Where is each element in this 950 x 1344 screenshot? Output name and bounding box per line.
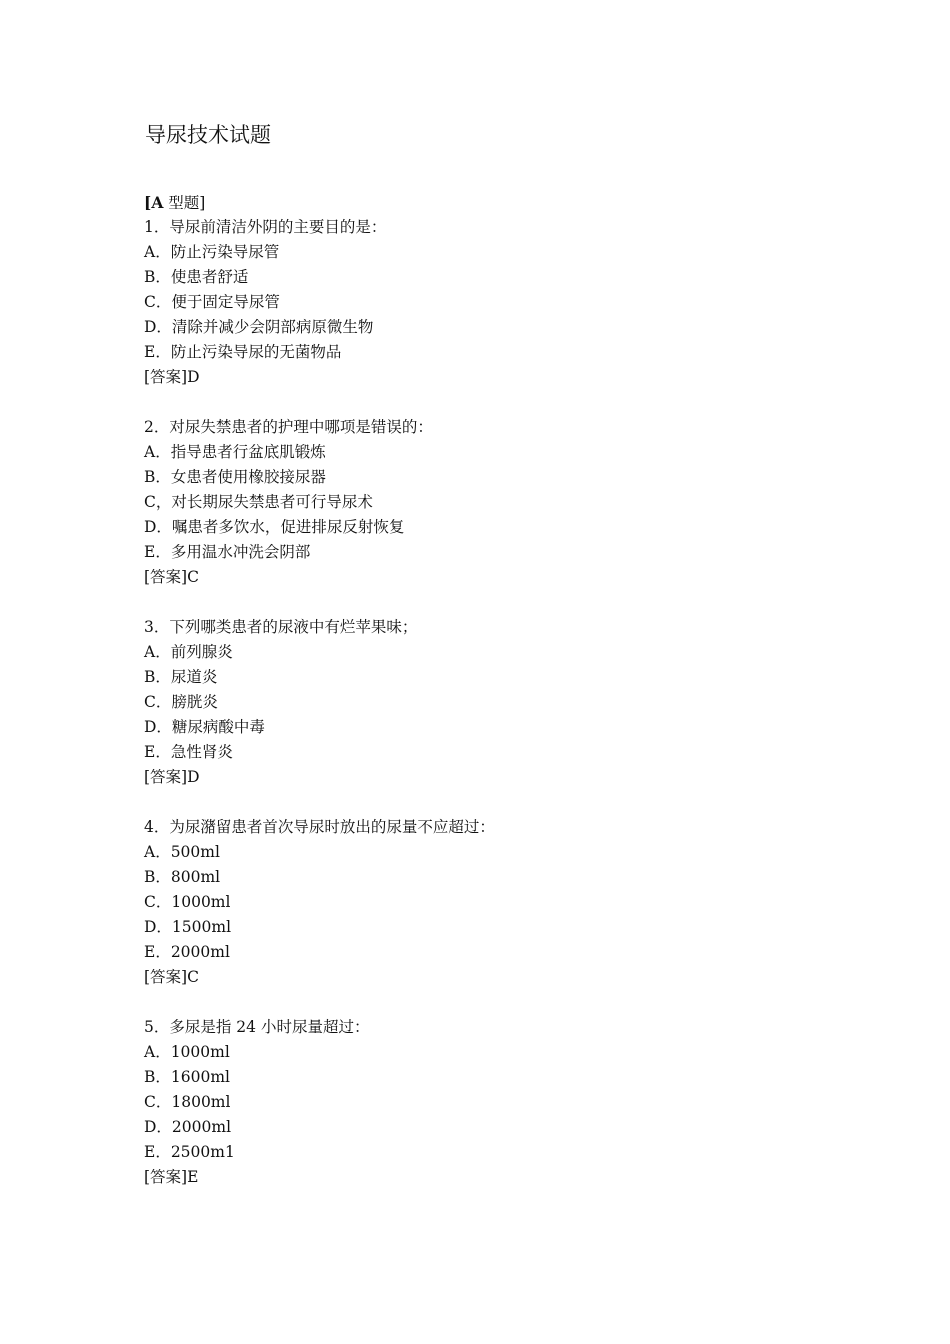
option-a: A．指导患者行盆底肌锻炼 bbox=[144, 443, 326, 461]
answer-line: [答案]C bbox=[144, 568, 199, 586]
option-d: D．2000ml bbox=[144, 1118, 232, 1136]
question-5 bbox=[144, 1015, 844, 1190]
option-b: B．使患者舒适 bbox=[144, 268, 249, 286]
question-list bbox=[144, 190, 844, 1190]
question-stem: 5．多尿是指 24 小时尿量超过： bbox=[144, 1018, 370, 1036]
section-label-suffix: 型题] bbox=[163, 194, 206, 212]
option-c: C．1800ml bbox=[144, 1093, 231, 1111]
question-stem: 4．为尿潴留患者首次导尿时放出的尿量不应超过： bbox=[144, 818, 495, 836]
question-stem: 3．下列哪类患者的尿液中有烂苹果味； bbox=[144, 618, 418, 636]
option-d: D．1500ml bbox=[144, 918, 232, 936]
option-c: C，对长期尿失禁患者可行导尿术 bbox=[144, 493, 373, 511]
question-4 bbox=[144, 815, 844, 990]
document-title: 导尿技术试题 bbox=[145, 123, 271, 147]
option-a: A．1000ml bbox=[144, 1043, 230, 1061]
option-e: E．急性肾炎 bbox=[144, 743, 233, 761]
question-stem: 2．对尿失禁患者的护理中哪项是错误的： bbox=[144, 418, 433, 436]
section-heading bbox=[144, 190, 844, 215]
question-stem: 1．导尿前清洁外阴的主要目的是： bbox=[144, 218, 387, 236]
option-d: D．糖尿病酸中毒 bbox=[144, 718, 265, 736]
option-b: B．1600ml bbox=[144, 1068, 230, 1086]
answer-line: [答案]C bbox=[144, 968, 199, 986]
option-e: E．多用温水冲洗会阴部 bbox=[144, 543, 311, 561]
answer-line: [答案]D bbox=[144, 368, 200, 386]
option-e: E．2500m1 bbox=[144, 1143, 235, 1161]
option-c: C．膀胱炎 bbox=[144, 693, 218, 711]
option-c: C．便于固定导尿管 bbox=[144, 293, 280, 311]
section-bracket-label: [A bbox=[144, 193, 164, 212]
option-e: E．防止污染导尿的无菌物品 bbox=[144, 343, 342, 361]
answer-line: [答案]E bbox=[144, 1168, 199, 1186]
option-d: D．清除并减少会阴部病原微生物 bbox=[144, 318, 374, 336]
option-b: B．800ml bbox=[144, 868, 221, 886]
question-2 bbox=[144, 415, 844, 590]
option-a: A．前列腺炎 bbox=[144, 643, 233, 661]
option-a: A．500ml bbox=[144, 843, 220, 861]
question-3 bbox=[144, 615, 844, 790]
question-1 bbox=[144, 215, 844, 390]
option-e: E．2000ml bbox=[144, 943, 230, 961]
option-b: B．尿道炎 bbox=[144, 668, 218, 686]
option-d: D．嘱患者多饮水，促进排尿反射恢复 bbox=[144, 518, 405, 536]
option-b: B．女患者使用橡胶接尿器 bbox=[144, 468, 326, 486]
option-a: A．防止污染导尿管 bbox=[144, 243, 280, 261]
option-c: C．1000ml bbox=[144, 893, 231, 911]
answer-line: [答案]D bbox=[144, 768, 200, 786]
